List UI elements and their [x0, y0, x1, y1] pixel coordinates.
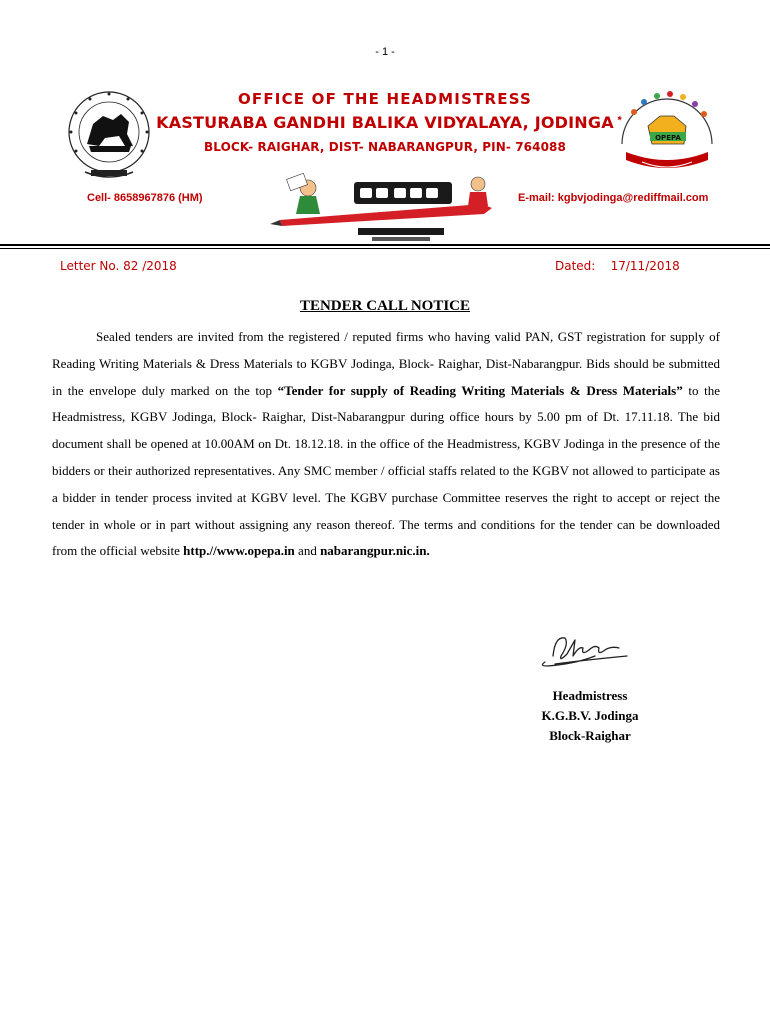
dated-value: 17/11/2018 — [610, 259, 680, 273]
header-divider — [0, 244, 770, 246]
notice-text-part3: and — [294, 543, 321, 559]
notice-title: TENDER CALL NOTICE — [299, 298, 471, 314]
office-title: OFFICE OF THE HEADMISTRESS — [237, 90, 533, 108]
notice-text-bold1: “Tender for supply of Reading Writing Materials & Dress Materials” — [277, 382, 683, 398]
email-address: E-mail: kgbvjodinga@rediffmail.com — [518, 192, 709, 204]
opepa-website-link: http.//www.opepa.in — [183, 543, 295, 559]
letter-date — [555, 259, 680, 273]
school-name: KASTURABA GANDHI BALIKA VIDYALAYA, JODINGA — [156, 113, 614, 132]
signatory-block — [470, 686, 710, 746]
header-divider-thin — [0, 248, 770, 249]
cell-number: Cell- 8658967876 (HM) — [87, 192, 203, 204]
district-website-link: nabarangpur.nic.in. — [320, 543, 430, 559]
notice-text-part2: to the Headmistress, KGBV Jodinga, Block- Raighar, Dist-Nabarangpur during office hours by 5.00 pm of Dt. 17.11.18. The bid document shall be opened at 10.00AM on Dt. 18.12.18. in the office of the Headmistress, KGBV Jodinga in the presence of the bidders or their authorized representatives. Any SMC member / official staffs related to the KGBV not allowed to participate as a bidder in tender process invited at KGBV level. The KGBV purchase Committee reserves the right to accept or reject the tender in whole or in part without assigning any reason thereof. The terms and conditions for the tender can be downloaded from the official website — [52, 382, 720, 559]
school-address: BLOCK- RAIGHAR, DIST- NABARANGPUR, PIN- 764088 — [204, 140, 566, 154]
notice-body — [52, 324, 720, 565]
svg-text:★: ★ — [614, 113, 625, 123]
signatory-school: K.G.B.V. Jodinga — [541, 708, 639, 723]
signatory-block-name: Block-Raighar — [549, 728, 631, 743]
shiksha-adhikar-logo-icon — [262, 170, 512, 244]
signatory-title: Headmistress — [552, 688, 628, 703]
letter-number: Letter No. 82 /2018 — [60, 259, 177, 273]
dated-label: Dated: — [555, 259, 596, 273]
notice-text-part1: Sealed tenders are invited from the registered / reputed firms who having valid PAN, GST registration for supply of Reading Writing Materials & Dress Materials to KGBV Jodinga, Block- Raighar, Dist-Nabarangpur. Bids should be submitted in the envelope duly marked on the top — [52, 329, 720, 398]
page-number: - 1 - — [375, 46, 395, 58]
handwritten-signature-icon — [535, 626, 635, 672]
opepa-label: OPEPA — [655, 134, 681, 142]
